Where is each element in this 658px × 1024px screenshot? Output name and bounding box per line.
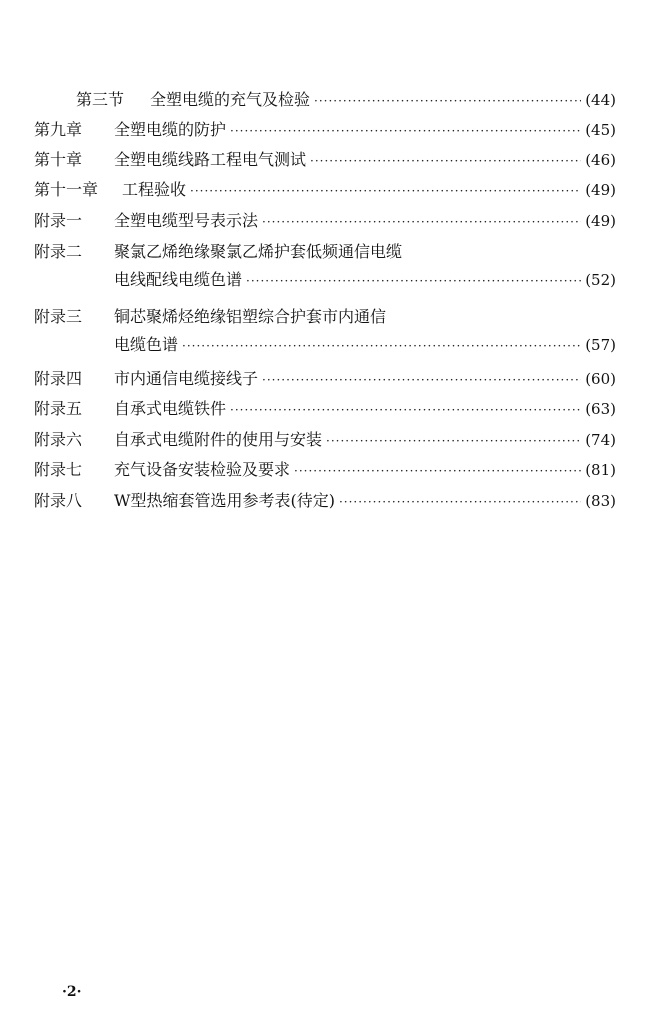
toc-entry: [34, 240, 616, 264]
toc-entry-continuation: [114, 268, 616, 292]
dot-leader: [262, 368, 581, 392]
toc-title: 市内通信电缆接线子: [114, 369, 259, 388]
page-number-footer: ·2·: [62, 984, 82, 1000]
toc-entry: [34, 148, 616, 172]
toc-page-number: (63): [585, 400, 616, 418]
toc-title: W型热缩套管选用参考表(待定): [114, 491, 335, 510]
toc-entry: [76, 88, 616, 112]
toc-label: 附录二: [34, 242, 83, 261]
toc-page-number: (52): [585, 271, 616, 289]
toc-entry: [34, 209, 616, 233]
toc-page-number: (45): [585, 121, 616, 139]
toc-title: 自承式电缆附件的使用与安装: [114, 430, 323, 449]
toc-page-number: (81): [585, 461, 616, 479]
toc-label: 第三节: [76, 90, 125, 109]
toc-label: 附录八: [34, 491, 83, 510]
dot-leader: [294, 459, 581, 483]
toc-title: 铜芯聚烯烃绝缘铝塑综合护套市内通信: [114, 307, 387, 326]
toc-entry: [34, 178, 616, 202]
toc-title: 充气设备安装检验及要求: [114, 460, 291, 479]
toc-page-number: (57): [585, 336, 616, 354]
toc-entry: [34, 118, 616, 142]
toc-entry: [34, 305, 616, 329]
toc-page-number: (60): [585, 370, 616, 388]
toc-label: 附录五: [34, 399, 83, 418]
toc-page-number: (46): [585, 151, 616, 169]
toc-title: 全塑电缆的充气及检验: [150, 90, 311, 109]
toc-entry: [34, 428, 616, 452]
toc-title: 工程验收: [122, 180, 187, 199]
toc-title-continued: 电线配线电缆色谱: [114, 270, 243, 289]
toc-entry: [34, 458, 616, 482]
toc-label: 第九章: [34, 120, 83, 139]
dot-leader: [339, 490, 581, 514]
dot-leader: [326, 429, 581, 453]
toc-title: 全塑电缆的防护: [114, 120, 227, 139]
toc-page-number: (49): [585, 181, 616, 199]
dot-leader: [190, 179, 581, 203]
toc-label: 附录六: [34, 430, 83, 449]
toc-title: 全塑电缆型号表示法: [114, 211, 259, 230]
toc-label: 附录三: [34, 307, 83, 326]
dot-leader: [182, 334, 581, 358]
dot-leader: [314, 89, 581, 113]
toc-entry: [34, 397, 616, 421]
toc-entry: [34, 489, 616, 513]
toc-title: 全塑电缆线路工程电气测试: [114, 150, 307, 169]
toc-label: 第十一章: [34, 180, 99, 199]
dot-leader: [230, 398, 581, 422]
toc-page-number: (49): [585, 212, 616, 230]
dot-leader: [230, 119, 581, 143]
toc-title: 聚氯乙烯绝缘聚氯乙烯护套低频通信电缆: [114, 242, 403, 261]
toc-entry-continuation: [114, 333, 616, 357]
dot-leader: [246, 269, 581, 293]
toc-label: 附录一: [34, 211, 83, 230]
toc-label: 附录四: [34, 369, 83, 388]
toc-label: 附录七: [34, 460, 83, 479]
toc-entry: [34, 367, 616, 391]
dot-leader: [310, 149, 581, 173]
toc-page-number: (74): [585, 431, 616, 449]
toc-label: 第十章: [34, 150, 83, 169]
toc-title-continued: 电缆色谱: [114, 335, 179, 354]
toc-title: 自承式电缆铁件: [114, 399, 227, 418]
toc-page-number: (83): [585, 492, 616, 510]
dot-leader: [262, 210, 581, 234]
toc-page-number: (44): [585, 91, 616, 109]
